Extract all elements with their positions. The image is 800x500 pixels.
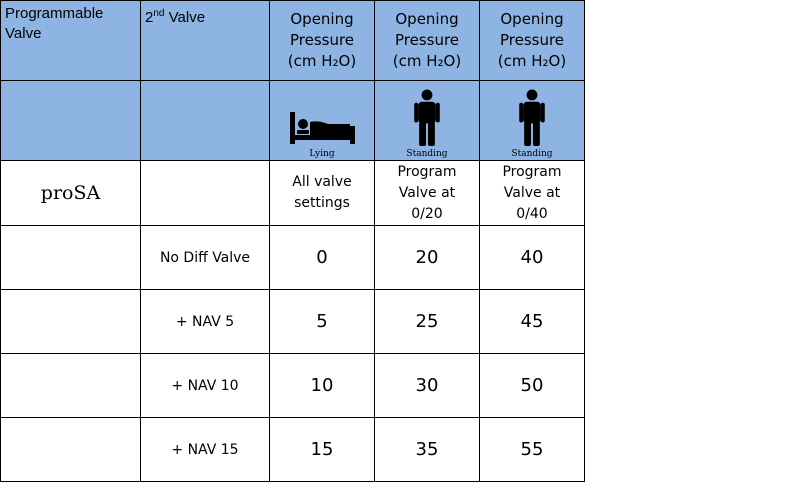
standing-pressure-cell-1: 20 [375, 226, 480, 290]
standing-pressure-cell-1: 30 [375, 354, 480, 418]
lying-pressure-cell: 5 [270, 290, 375, 354]
standing-pressure-cell-1: 25 [375, 290, 480, 354]
header-programmable-valve: Programmable Valve [1, 1, 141, 81]
lying-pressure-cell: 10 [270, 354, 375, 418]
lying-pressure-cell: 15 [270, 418, 375, 482]
table-row [1, 290, 585, 354]
header-row [1, 1, 585, 81]
table-row [1, 226, 585, 290]
position-caption-lying: Lying [309, 148, 335, 159]
row-empty [1, 418, 141, 482]
position-caption-standing-2: Standing [511, 148, 553, 159]
lying-pressure-cell: 0 [270, 226, 375, 290]
position-lying [270, 81, 375, 161]
standing-pressure-cell-2: 40 [480, 226, 585, 290]
header-second-valve: 2nd Valve [141, 1, 270, 81]
second-valve-cell: + NAV 10 [141, 354, 270, 418]
prosa-standing-setting-2: Program Valve at 0/40 [480, 161, 585, 226]
second-valve-cell: No Diff Valve [141, 226, 270, 290]
position-standing-1 [375, 81, 480, 161]
standing-person-icon [519, 89, 545, 146]
header-opening-pressure-3: Opening Pressure (cm H₂O) [480, 1, 585, 81]
row-empty [1, 226, 141, 290]
second-valve-cell: + NAV 15 [141, 418, 270, 482]
position-empty-2 [141, 81, 270, 161]
position-caption-standing-1: Standing [406, 148, 448, 159]
table-row [1, 418, 585, 482]
row-empty [1, 354, 141, 418]
lying-in-bed-icon [288, 110, 356, 146]
position-standing-2 [480, 81, 585, 161]
prosa-lying-setting: All valve settings [270, 161, 375, 226]
standing-pressure-cell-2: 55 [480, 418, 585, 482]
prosa-empty [141, 161, 270, 226]
standing-person-icon [414, 89, 440, 146]
standing-pressure-cell-2: 45 [480, 290, 585, 354]
prosa-label: proSA [1, 161, 141, 226]
row-empty [1, 290, 141, 354]
position-row [1, 81, 585, 161]
standing-pressure-cell-2: 50 [480, 354, 585, 418]
table-row [1, 354, 585, 418]
standing-pressure-cell-1: 35 [375, 418, 480, 482]
position-empty-1 [1, 81, 141, 161]
second-valve-cell: + NAV 5 [141, 290, 270, 354]
prosa-standing-setting-1: Program Valve at 0/20 [375, 161, 480, 226]
prosa-row [1, 161, 585, 226]
header-opening-pressure-2: Opening Pressure (cm H₂O) [375, 1, 480, 81]
header-opening-pressure-1: Opening Pressure (cm H₂O) [270, 1, 375, 81]
